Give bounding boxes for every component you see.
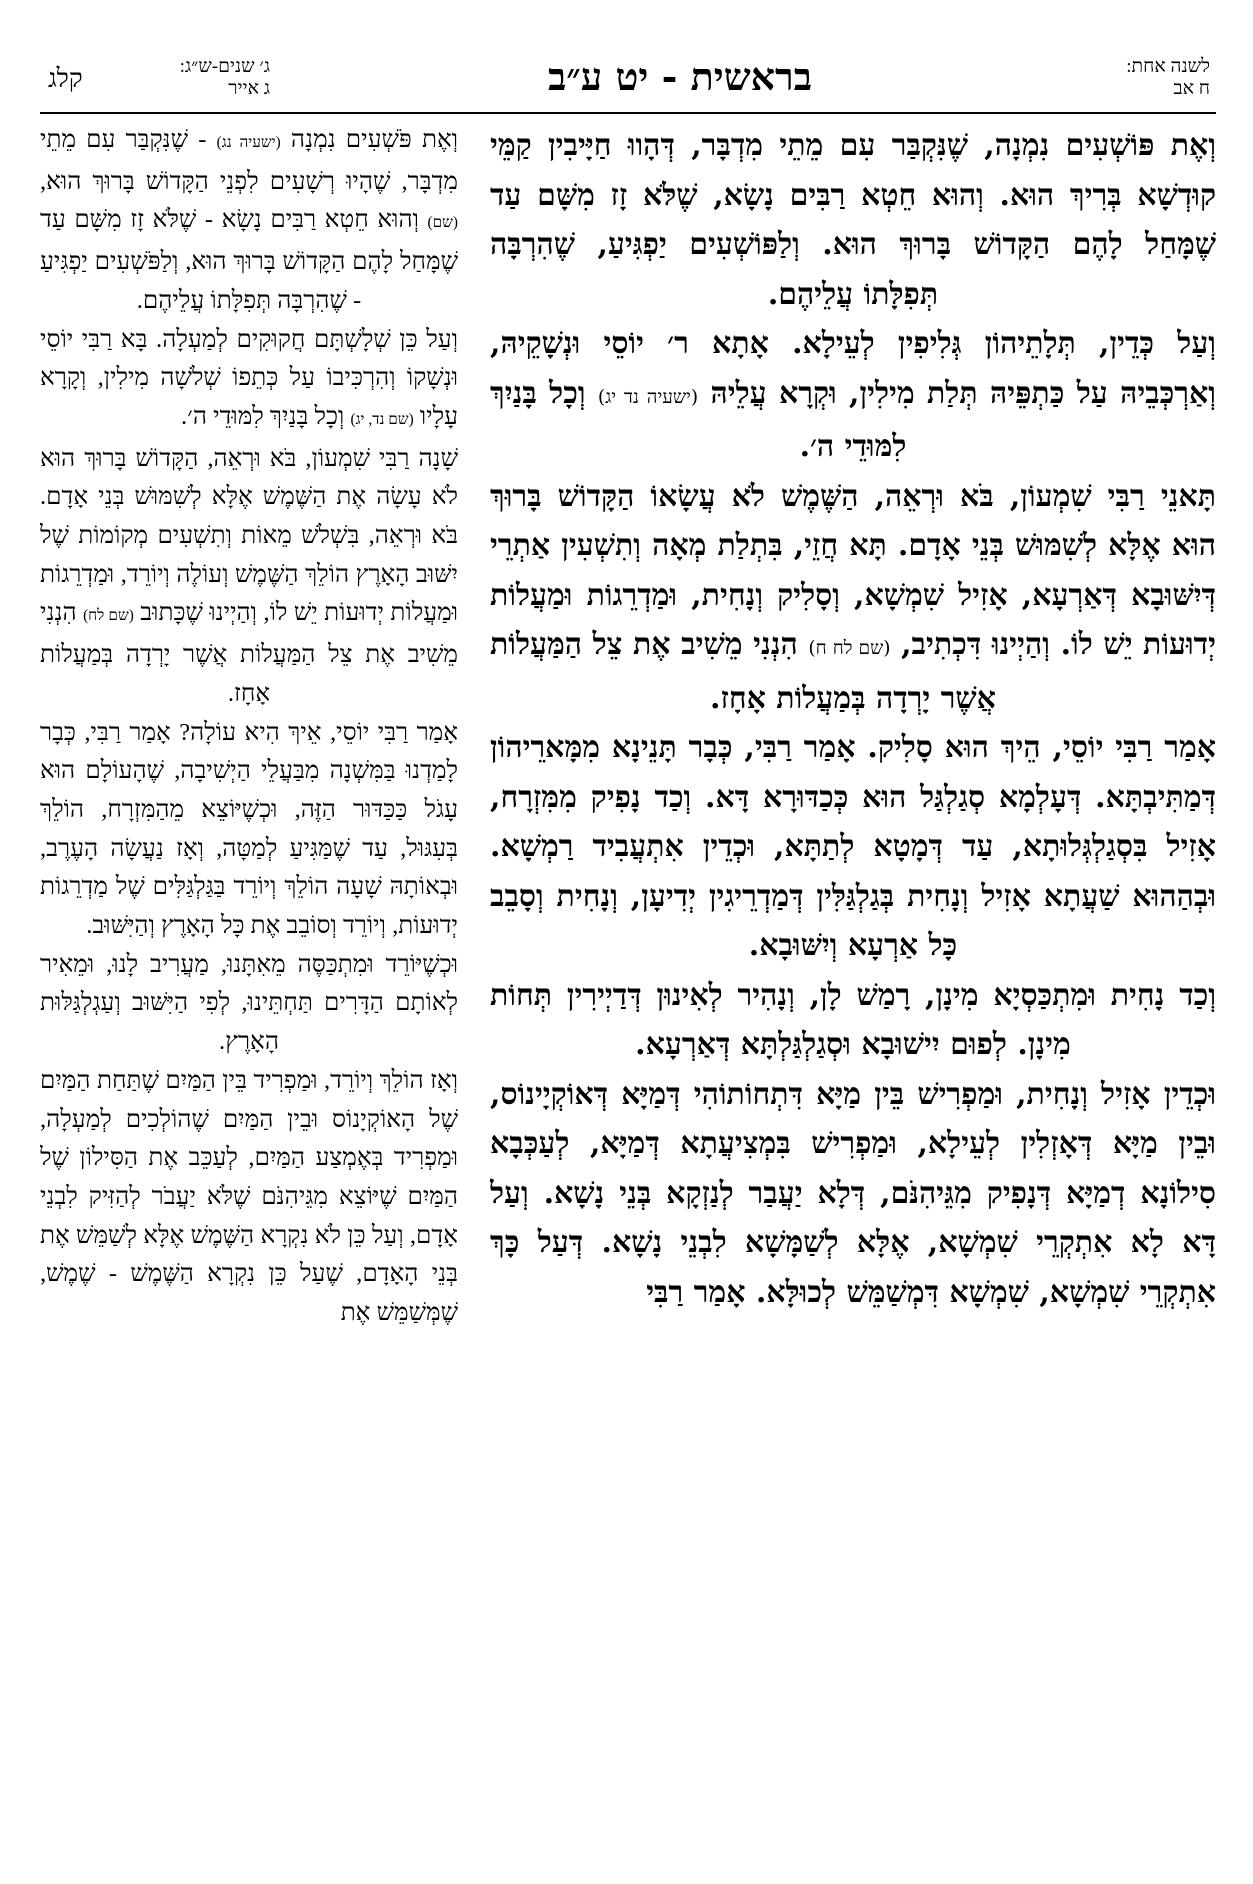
aramaic-paragraph (490, 319, 1216, 472)
translation-paragraph (40, 440, 458, 714)
verse-reference: (שם לח) (83, 607, 134, 625)
paragraph-text: וְעַל כְּדֵין, תְּלָתֵיהוֹן גְּלִיפִין לְעֵילָא. אָתָא ר׳ יוֹסֵי וּנְשָׁקֵיהּ, וְאַרְכְּבֵיהּ עַל כַּתְפֵּיהּ תְּלַת מִילִין, וּקְרָא עֲלֵיהּ (490, 326, 1216, 411)
aramaic-paragraph (490, 472, 1216, 724)
verse-quote: וְכָל בָּנַיִךְ לִמּוּדֵי ה׳. (181, 402, 345, 430)
page-title: בראשית - יט ע״ב (547, 54, 813, 99)
hebrew-translation-column (40, 121, 458, 1861)
aramaic-text-column (490, 121, 1216, 1861)
verse-reference: (ישעיה נד יג) (597, 386, 699, 408)
paragraph-text: וְאֶת פּוֹשְׁעִים נִמְנָה, שֶׁנִּקְבַּר עִם מֵתֵי מִדְבָּר, דְּהָווּ חַיָּיבִין קַמֵּי קוּדְשָׁא בְּרִיךְ הוּא. וְהוּא חֵטְא רַבִּים נָשָׂא, שֶׁלֹּא זָז מִשָּׁם עַד שֶׁמָּחַל לָהֶם הַקָּדוֹשׁ בָּרוּךְ הוּא. וְלַפּוֹשְׁעִים יַפְגִּיעַ, שֶׁהִרְבָּה תְּפִלָּתוֹ עֲלֵיהֶם. (490, 128, 1216, 312)
paragraph-text: אָמַר רַבִּי יוֹסֵי, הֵיךְ הוּא סָלִיק. אָמַר רַבִּי, כְּבָר תָּנֵינָא מִמָּארֵיהוֹן דְּמַתִּיבְתָּא. דְּעָלְמָא סְגַלְגַּל הוּא כְּכַדּוּרָא דָּא. וְכַד נָפִיק מִמִּזְרָח, אָזִיל בִּסְגַלְגְּלוּתָא, עַד דְּמָטָא לְתַתָּא, וּכְדֵין אִתְעֲבִיד רַמְשָׁא. וּבְהַהוּא שַׁעֲתָא אָזִיל וְנָחִית בְּגַלְגַּלִּין דְּמַדְרֵיגִין יְדִיעָן, וְנָחִית וְסָבֵב כָּל אַרְעָא וְיִשּׁוּבָא. (490, 730, 1216, 963)
page-number: קלג (48, 64, 83, 93)
aramaic-paragraph (490, 723, 1216, 971)
paragraph-text: וּכְדֵין אָזִיל וְנָחִית, וּמַפְרִישׁ בֵּין מַיָּא דִּתְחוֹתוֹהִי דְּמַיָּא דְּאוֹקְיָינוֹס, וּבֵין מַיָּא דְּאָזְלִין לְעֵילָא, וּמַפְרִישׁ בִּמְצִיעֲתָא דְּמַיָּא, לְעַכְּבָא סִילוֹנָא דְמַיָּא דְּנָפִיק מִגֵּיהִנֹּם, דְּלָא יַעֲבַר לְנַזְקָא בְּנֵי נָשָׁא. וְעַל דָּא לָא אִתְקְרֵי שִׁמְשָׁא, אֶלָּא לְשַׁמָּשָׁא לִבְנֵי נָשָׁא. דְּעַל כָּךְ אִתְקְרֵי שִׁמְשָׁא, שִׁמְשָׁא דִּמְשַׁמֵּשׁ לְכוּלָּא. אָמַר רַבִּי (490, 1076, 1216, 1310)
schedule-one-year-date: ח אב (1173, 78, 1210, 99)
schedule-three-years-date: ג אייר (228, 78, 270, 99)
paragraph-text: וּכְשֶׁיּוֹרֵד וּמִתְכַּסֶּה מֵאִתָּנוּ, מַעֲרִיב לָנוּ, וּמֵאִיר לְאוֹתָם הַדָּרִים תַּחְתֵּינוּ, לְפִי הַיִּשּׁוּב וְעַגְלְגַּלּוּת הָאָרֶץ. (40, 950, 458, 1056)
paragraph-text: וְעַל כֵּן שְׁלָשְׁתָּם חֲקוּקִים לְמַעְלָה. בָּא רַבִּי יוֹסֵי וּנְשָׁקוֹ וְהִרְכִּיבוֹ עַל כְּתֵפוֹ שְׁלֹשָׁה מִילִין, וְקָרָא עָלָיו (40, 325, 458, 430)
translation-paragraph (40, 714, 458, 946)
translation-paragraph (40, 121, 458, 321)
schedule-three-years (100, 56, 270, 100)
verse-quote: וְכָל בָּנַיִךְ לִמּוּדֵי ה׳. (490, 375, 907, 464)
verse-reference: (שם לח ח) (808, 638, 891, 659)
schedule-one-year-label: לשנה אחת: (1126, 56, 1210, 77)
paragraph-text: שָׁנָה רַבִּי שִׁמְעוֹן, בֹּא וּרְאֵה, הַקָּדוֹשׁ בָּרוּךְ הוּא לֹא עָשָׂה אֶת הַשֶּׁמֶשׁ אֶלָּא לְשִׁמּוּשׁ בְּנֵי אָדָם. בֹּא וּרְאֵה, בִּשְׁלֹשׁ מֵאוֹת וְתִשְׁעִים מְקוֹמוֹת שֶׁל יִשּׁוּב הָאָרֶץ הוֹלֵךְ הַשֶּׁמֶשׁ וְעוֹלֶה וְיוֹרֵד, וּמַדְרֵגוֹת וּמַעֲלוֹת יְדוּעוֹת יֵשׁ לוֹ, וְהַיְינוּ שֶׁכָּתוּב (40, 444, 458, 627)
schedule-three-years-label: ג׳ שנים-ש״ג: (179, 56, 270, 77)
paragraph-text: אָמַר רַבִּי יוֹסֵי, אֵיךְ הִיא עוֹלָה? אָמַר רַבִּי, כְּבָר לָמַדְנוּ בַּמִּשְׁנָה מִבַּעֲלֵי הַיְשִׁיבָה, שֶׁהָעוֹלָם הוּא עָגֹל כַּכַּדּוּר הַזֶּה, וּכְשֶׁיּוֹצֵא מֵהַמִּזְרָח, הוֹלֵךְ בְּעִגּוּל, עַד שֶׁמַּגִּיעַ לְמַטָּה, וְאָז נַעֲשָׂה הָעֶרֶב, וּבְאוֹתָהּ שָׁעָה הוֹלֵךְ וְיוֹרֵד בַּגַּלְגַּלִּים שֶׁל מַדְרֵגוֹת יְדוּעוֹת, וְיוֹרֵד וְסוֹבֵב אֶת כָּל הָאָרֶץ וְהַיִּשּׁוּב. (40, 718, 458, 940)
verse-reference: (שם נד, יג) (350, 410, 414, 428)
translation-paragraph (40, 321, 458, 440)
paragraph-text: וְהוּא חֵטְא רַבִּים נָשָׂא - שֶׁלֹּא זָז מִשָּׁם עַד שֶׁמָּחַל לָהֶם הַקָּדוֹשׁ בָּרוּךְ הוּא, וְלַפֹּשְׁעִים יַפְגִּיעַ - שֶׁהִרְבָּה תְּפִלָּתוֹ עֲלֵיהֶם. (40, 206, 458, 314)
aramaic-paragraph (490, 971, 1216, 1070)
translation-paragraph (40, 946, 458, 1062)
aramaic-paragraph (490, 1070, 1216, 1318)
translation-paragraph (40, 1062, 458, 1333)
aramaic-paragraph (490, 121, 1216, 319)
header-divider (40, 112, 1216, 114)
paragraph-text: - שֶׁנִּקְבַּר עִם מֵתֵי מִדְבָּר, שֶׁהָיוּ רְשָׁעִים לִפְנֵי הַקָּדוֹשׁ בָּרוּךְ הוּא, (40, 126, 458, 195)
schedule-one-year (1030, 56, 1210, 100)
paragraph-text: וְאָז הוֹלֵךְ וְיוֹרֵד, וּמַפְרִיד בֵּין הַמַּיִם שֶׁתַּחַת הַמַּיִם שֶׁל הָאוֹקְיָנוֹס וּבֵין הַמַּיִם שֶׁהוֹלְכִים לְמַעְלָה, וּמַפְרִיד בְּאֶמְצַע הַמַּיִם, לְעַכֵּב אֶת הַסִּילוֹן שֶׁל הַמַּיִם שֶׁיּוֹצֵא מִגֵּיהִנֹּם שֶׁלֹּא יַעֲבֹר לְהַזִּיק לִבְנֵי אָדָם, וְעַל כֵּן לֹא נִקְרָא הַשֶּׁמֶשׁ אֶלָּא לְשַׁמֵּשׁ אֶת בְּנֵי הָאָדָם, שֶׁעַל כֵּן נִקְרָא הַשֶּׁמֶשׁ - שֶׁמֶשׁ, שֶׁמְּשַׁמֵּשׁ אֶת (40, 1066, 458, 1327)
paragraph-text: וְכַד נָחִית וּמִתְכַּסְיָא מִינָן, רָמַשׁ לָן, וְנָהִיר לְאִינוּן דְּדַיְירִין תְּחוֹת מִינָן. לְפוּם יִישׁוּבָא וּסְגַלְגַּלְתָּא דְּאַרְעָא. (490, 977, 1216, 1062)
verse-reference: (שם) (427, 214, 458, 232)
verse-quote: הִנְנִי מֵשִׁיב אֶת צֵל הַמַּעֲלוֹת אֲשֶׁר יָרְדָה בְּמַעֲלוֹת אָחָז. (490, 627, 996, 716)
verse-quote: הִנְנִי מֵשִׁיב אֶת צֵל הַמַּעֲלוֹת אֲשֶׁר יָרְדָה בְּמַעֲלוֹת אָחָז. (40, 599, 458, 707)
paragraph-text: וְאֶת פֹּשְׁעִים נִמְנָה (290, 126, 458, 153)
verse-reference: (ישעיה נג) (216, 134, 281, 151)
paragraph-text: תָּאנֵי רַבִּי שִׁמְעוֹן, בֹּא וּרְאֵה, הַשֶּׁמֶשׁ לֹא עֲשָׂאוֹ הַקָּדוֹשׁ בָּרוּךְ הוּא אֶלָּא לְשִׁמּוּשׁ בְּנֵי אָדָם. תָּא חֲזֵי, בִּתְלַת מְאָה וְתִשְׁעִין אַתְרֵי דְּיִשּׁוּבָא דְּאַרְעָא, אָזִיל שִׁמְשָׁא, וְסָלִיק וְנָחִית, וּמַדְרֵגוֹת וּמַעֲלוֹת יְדוּעוֹת יֵשׁ לוֹ. וְהַיְינוּ דִּכְתִיב, (490, 478, 1216, 662)
